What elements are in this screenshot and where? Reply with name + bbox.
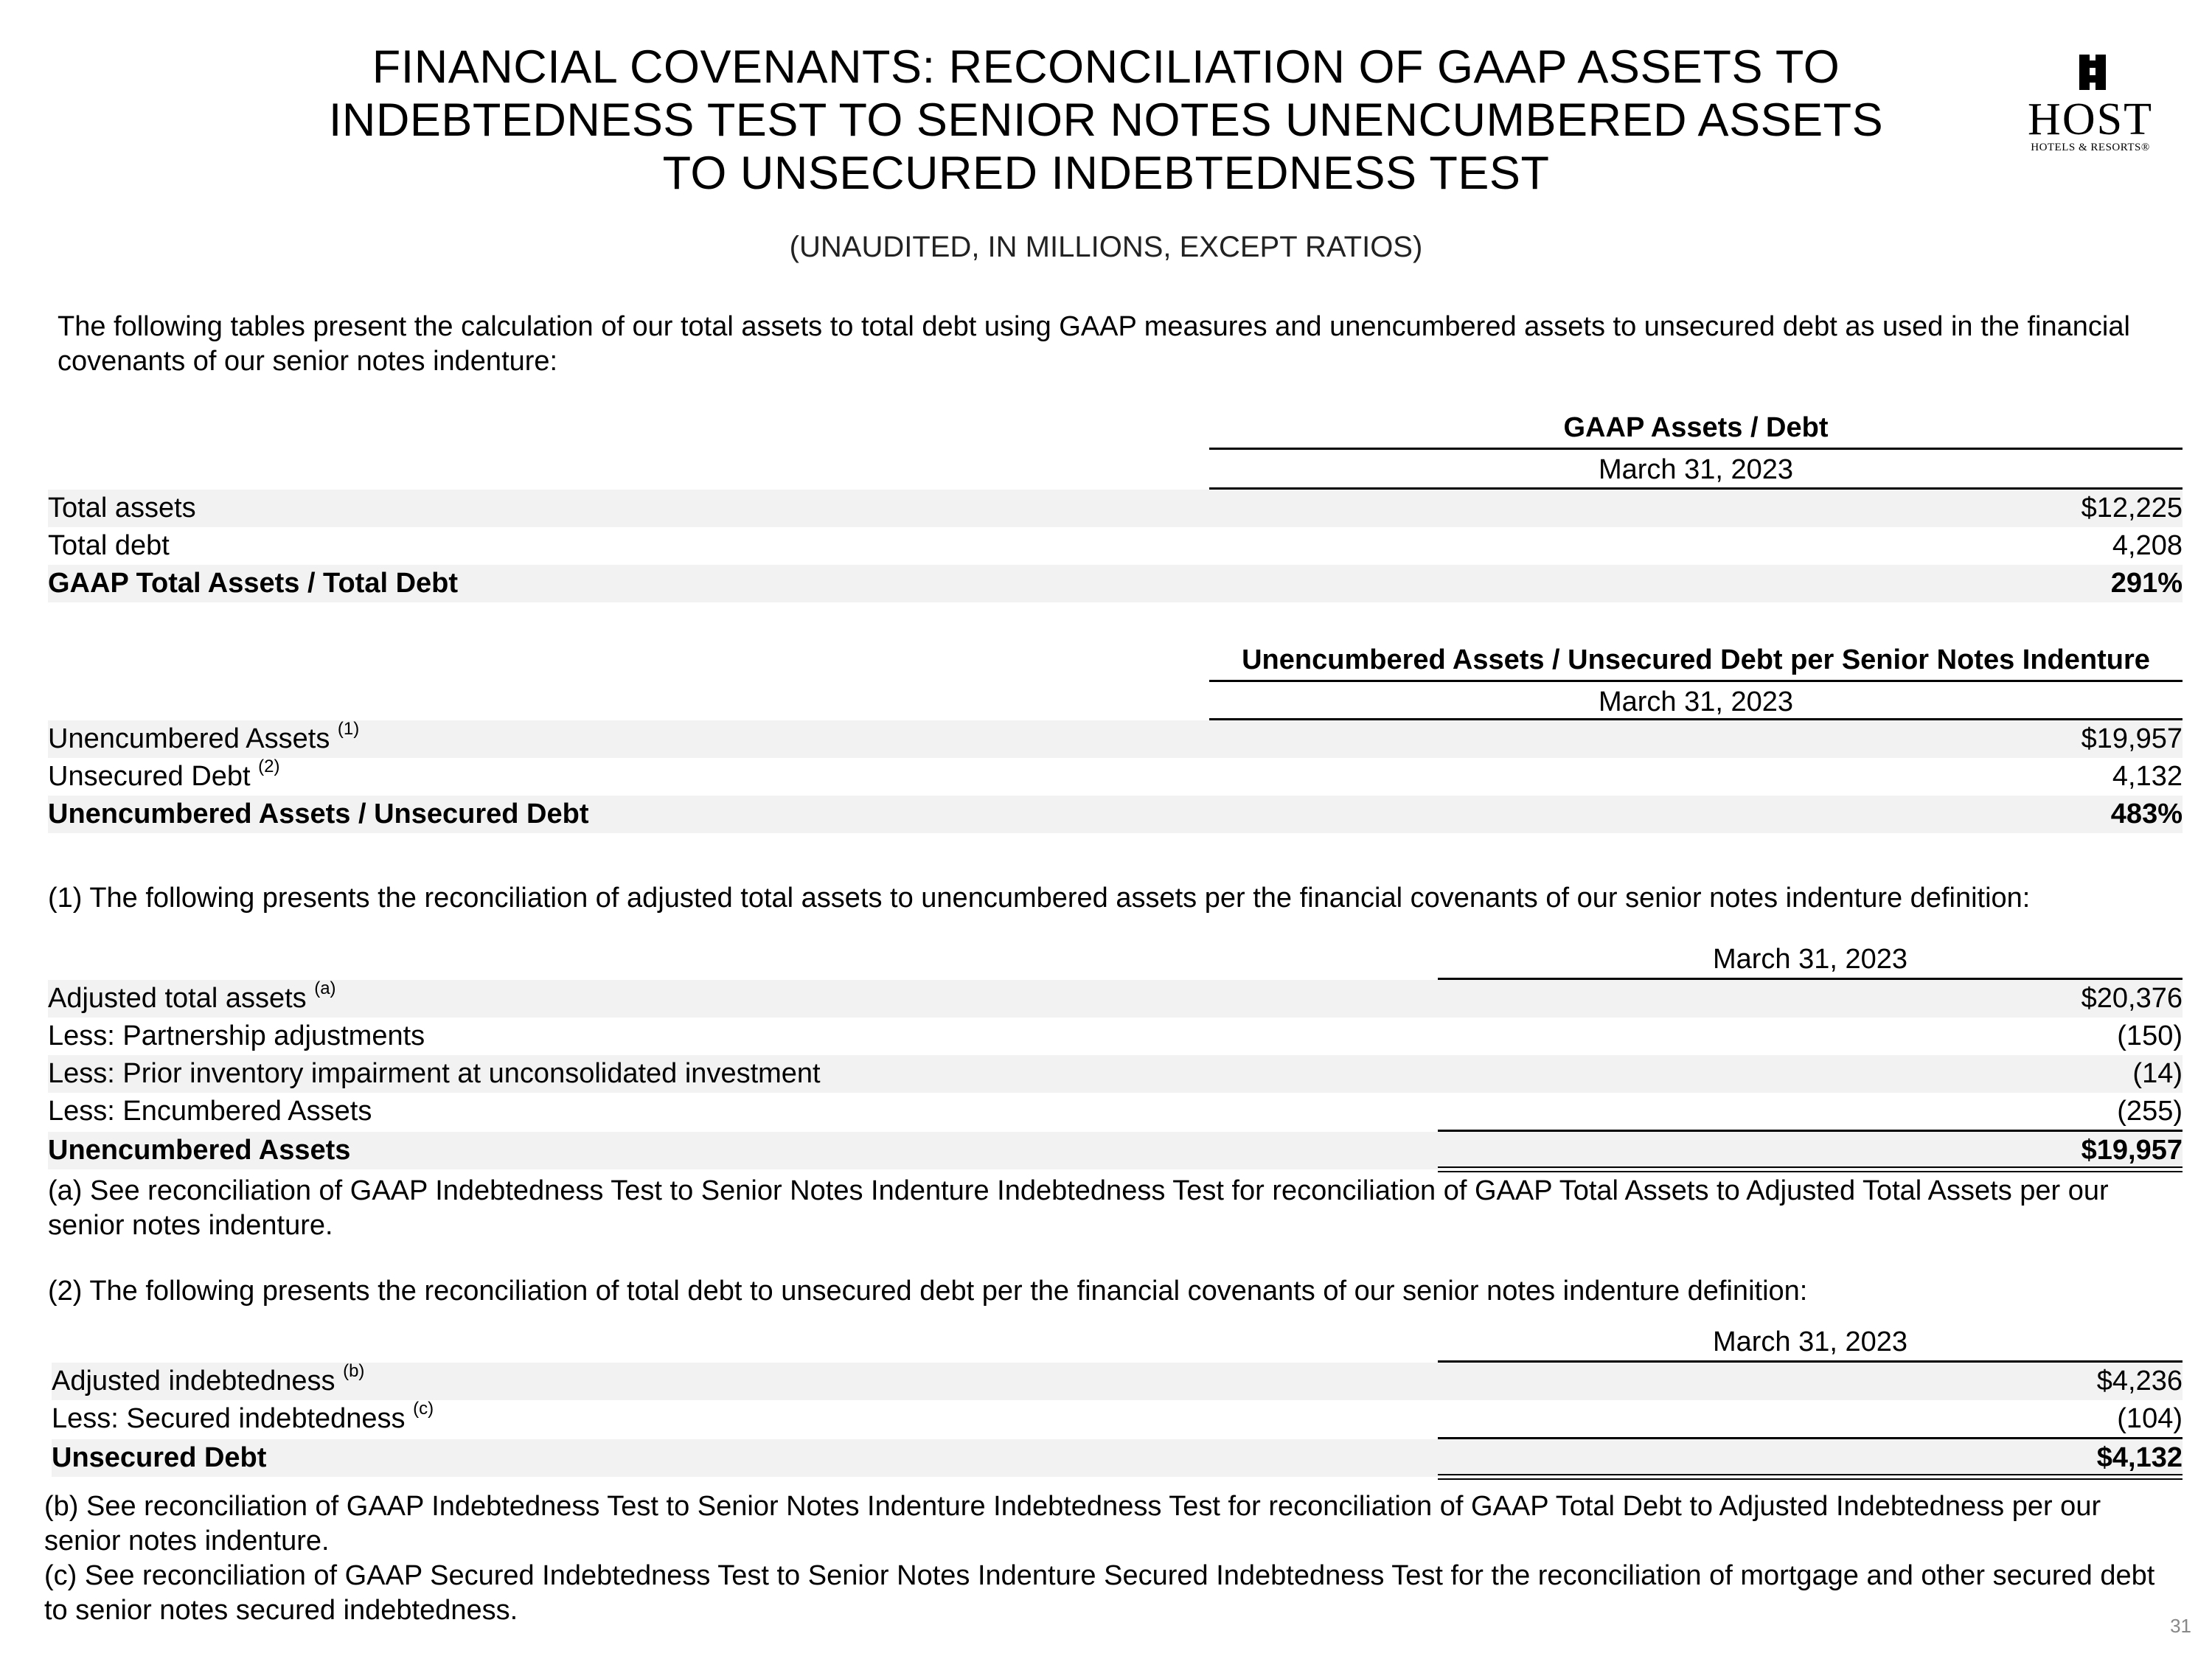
row-label-text: Less: Secured indebtedness	[52, 1403, 406, 1434]
table-row-total	[48, 1132, 2183, 1169]
footnote-b: (b) See reconciliation of GAAP Indebtedness Test to Senior Notes Indenture Indebtedness Test for reconciliation of GAAP Total Debt to Adjusted Indebtedness per our senior notes indenture.	[44, 1491, 2101, 1557]
indenture-heading-rule	[1209, 680, 2183, 682]
gaap-heading-rule	[1209, 448, 2183, 450]
footnotes-b-c	[44, 1489, 2168, 1628]
row-value: $4,132	[2096, 1442, 2183, 1473]
footnote-ref: (c)	[413, 1399, 434, 1419]
table-row	[48, 720, 2183, 758]
row-value: (150)	[2117, 1020, 2183, 1051]
page-subtitle: (UNAUDITED, IN MILLIONS, EXCEPT RATIOS)	[789, 231, 1423, 263]
table-row	[48, 527, 2183, 565]
note-1-date: March 31, 2023	[1712, 944, 1908, 975]
footnote-ref: (1)	[337, 719, 360, 740]
row-label	[48, 720, 359, 758]
row-label: Unencumbered Assets	[48, 1135, 351, 1166]
title-line-3: TO UNSECURED INDEBTEDNESS TEST	[662, 147, 1550, 199]
row-label-text: Adjusted total assets	[48, 983, 307, 1014]
footnote-a: (a) See reconciliation of GAAP Indebtedness Test to Senior Notes Indenture Indebtedness Test for reconciliation of GAAP Total Assets to Adjusted Total Assets per our senior notes indenture.	[48, 1175, 2109, 1241]
host-logo-mark-icon	[2020, 53, 2168, 97]
row-label	[52, 1400, 434, 1438]
note-1-text: (1) The following presents the reconciliation of adjusted total assets to unencumbered assets per the financial covenants of our senior notes indenture definition:	[48, 883, 2031, 914]
logo-wordmark: HOST	[2028, 94, 2153, 145]
row-label: Less: Prior inventory impairment at unconsolidated investment	[48, 1058, 821, 1089]
page-title	[221, 41, 1991, 200]
row-label: Unsecured Debt	[52, 1442, 267, 1473]
table-row	[48, 1018, 2183, 1055]
host-logo	[2020, 53, 2168, 164]
row-value: 483%	[2110, 799, 2183, 830]
row-label-text: Adjusted indebtedness	[52, 1366, 335, 1397]
table-row	[52, 1400, 2183, 1438]
row-label: Less: Encumbered Assets	[48, 1096, 372, 1127]
row-value: $4,236	[2096, 1366, 2183, 1397]
row-label	[48, 980, 336, 1018]
row-value: 4,208	[2112, 530, 2183, 561]
table-row	[48, 490, 2183, 527]
footnote-c: (c) See reconciliation of GAAP Secured Indebtedness Test to Senior Notes Indenture Secured Indebtedness Test for the reconciliation of mortgage and other secured debt to senior notes secured indebtedness.	[44, 1560, 2155, 1626]
footnote-ref: (a)	[314, 978, 336, 999]
page-number: 31	[2170, 1615, 2191, 1637]
gaap-table-date: March 31, 2023	[1598, 454, 1794, 485]
note-2-total-double-rule	[1438, 1474, 2183, 1480]
indenture-table-date: March 31, 2023	[1598, 686, 1794, 717]
table-row	[48, 758, 2183, 796]
row-value: $19,957	[2081, 1135, 2183, 1166]
note-2-text: (2) The following presents the reconciliation of total debt to unsecured debt per the financial covenants of our senior notes indenture definition:	[48, 1276, 1808, 1307]
intro-paragraph: The following tables present the calculation of our total assets to total debt using GAAP measures and unencumbered assets to unsecured debt as used in the financial covenants of our senior notes indenture:	[58, 311, 2130, 377]
note-2-date: March 31, 2023	[1712, 1326, 1908, 1357]
table-row	[48, 1055, 2183, 1093]
title-line-1: FINANCIAL COVENANTS: RECONCILIATION OF GAAP ASSETS TO	[372, 41, 1840, 93]
table-row	[52, 1363, 2183, 1400]
row-label-text: Unsecured Debt	[48, 761, 251, 792]
row-value: $19,957	[2081, 723, 2183, 754]
row-value: $20,376	[2081, 983, 2183, 1014]
row-value: (104)	[2117, 1403, 2183, 1434]
footnote-ref: (b)	[343, 1361, 365, 1382]
table-row-total	[48, 796, 2183, 833]
gaap-table-heading: GAAP Assets / Debt	[1563, 412, 1829, 443]
row-value: (14)	[2132, 1058, 2183, 1089]
row-label	[52, 1363, 364, 1400]
table-row	[48, 1093, 2183, 1130]
table-row	[48, 980, 2183, 1018]
note-1-total-double-rule	[1438, 1166, 2183, 1172]
row-label: Total assets	[48, 493, 196, 524]
row-label: Total debt	[48, 530, 170, 561]
table-row-total	[52, 1439, 2183, 1477]
row-label: GAAP Total Assets / Total Debt	[48, 568, 459, 599]
logo-tagline: HOTELS & RESORTS®	[2031, 142, 2150, 153]
row-value: $12,225	[2081, 493, 2183, 524]
row-value: 4,132	[2112, 761, 2183, 792]
title-line-2: INDEBTEDNESS TEST TO SENIOR NOTES UNENCUMBERED ASSETS	[328, 94, 1884, 146]
row-label-text: Unencumbered Assets	[48, 723, 330, 754]
table-row-total	[48, 565, 2183, 602]
row-label: Unencumbered Assets / Unsecured Debt	[48, 799, 589, 830]
row-label: Less: Partnership adjustments	[48, 1020, 425, 1051]
row-value: (255)	[2117, 1096, 2183, 1127]
row-value: 291%	[2110, 568, 2183, 599]
row-label	[48, 758, 280, 796]
indenture-table-heading: Unencumbered Assets / Unsecured Debt per Senior Notes Indenture	[1242, 644, 2150, 675]
footnote-ref: (2)	[258, 757, 280, 777]
